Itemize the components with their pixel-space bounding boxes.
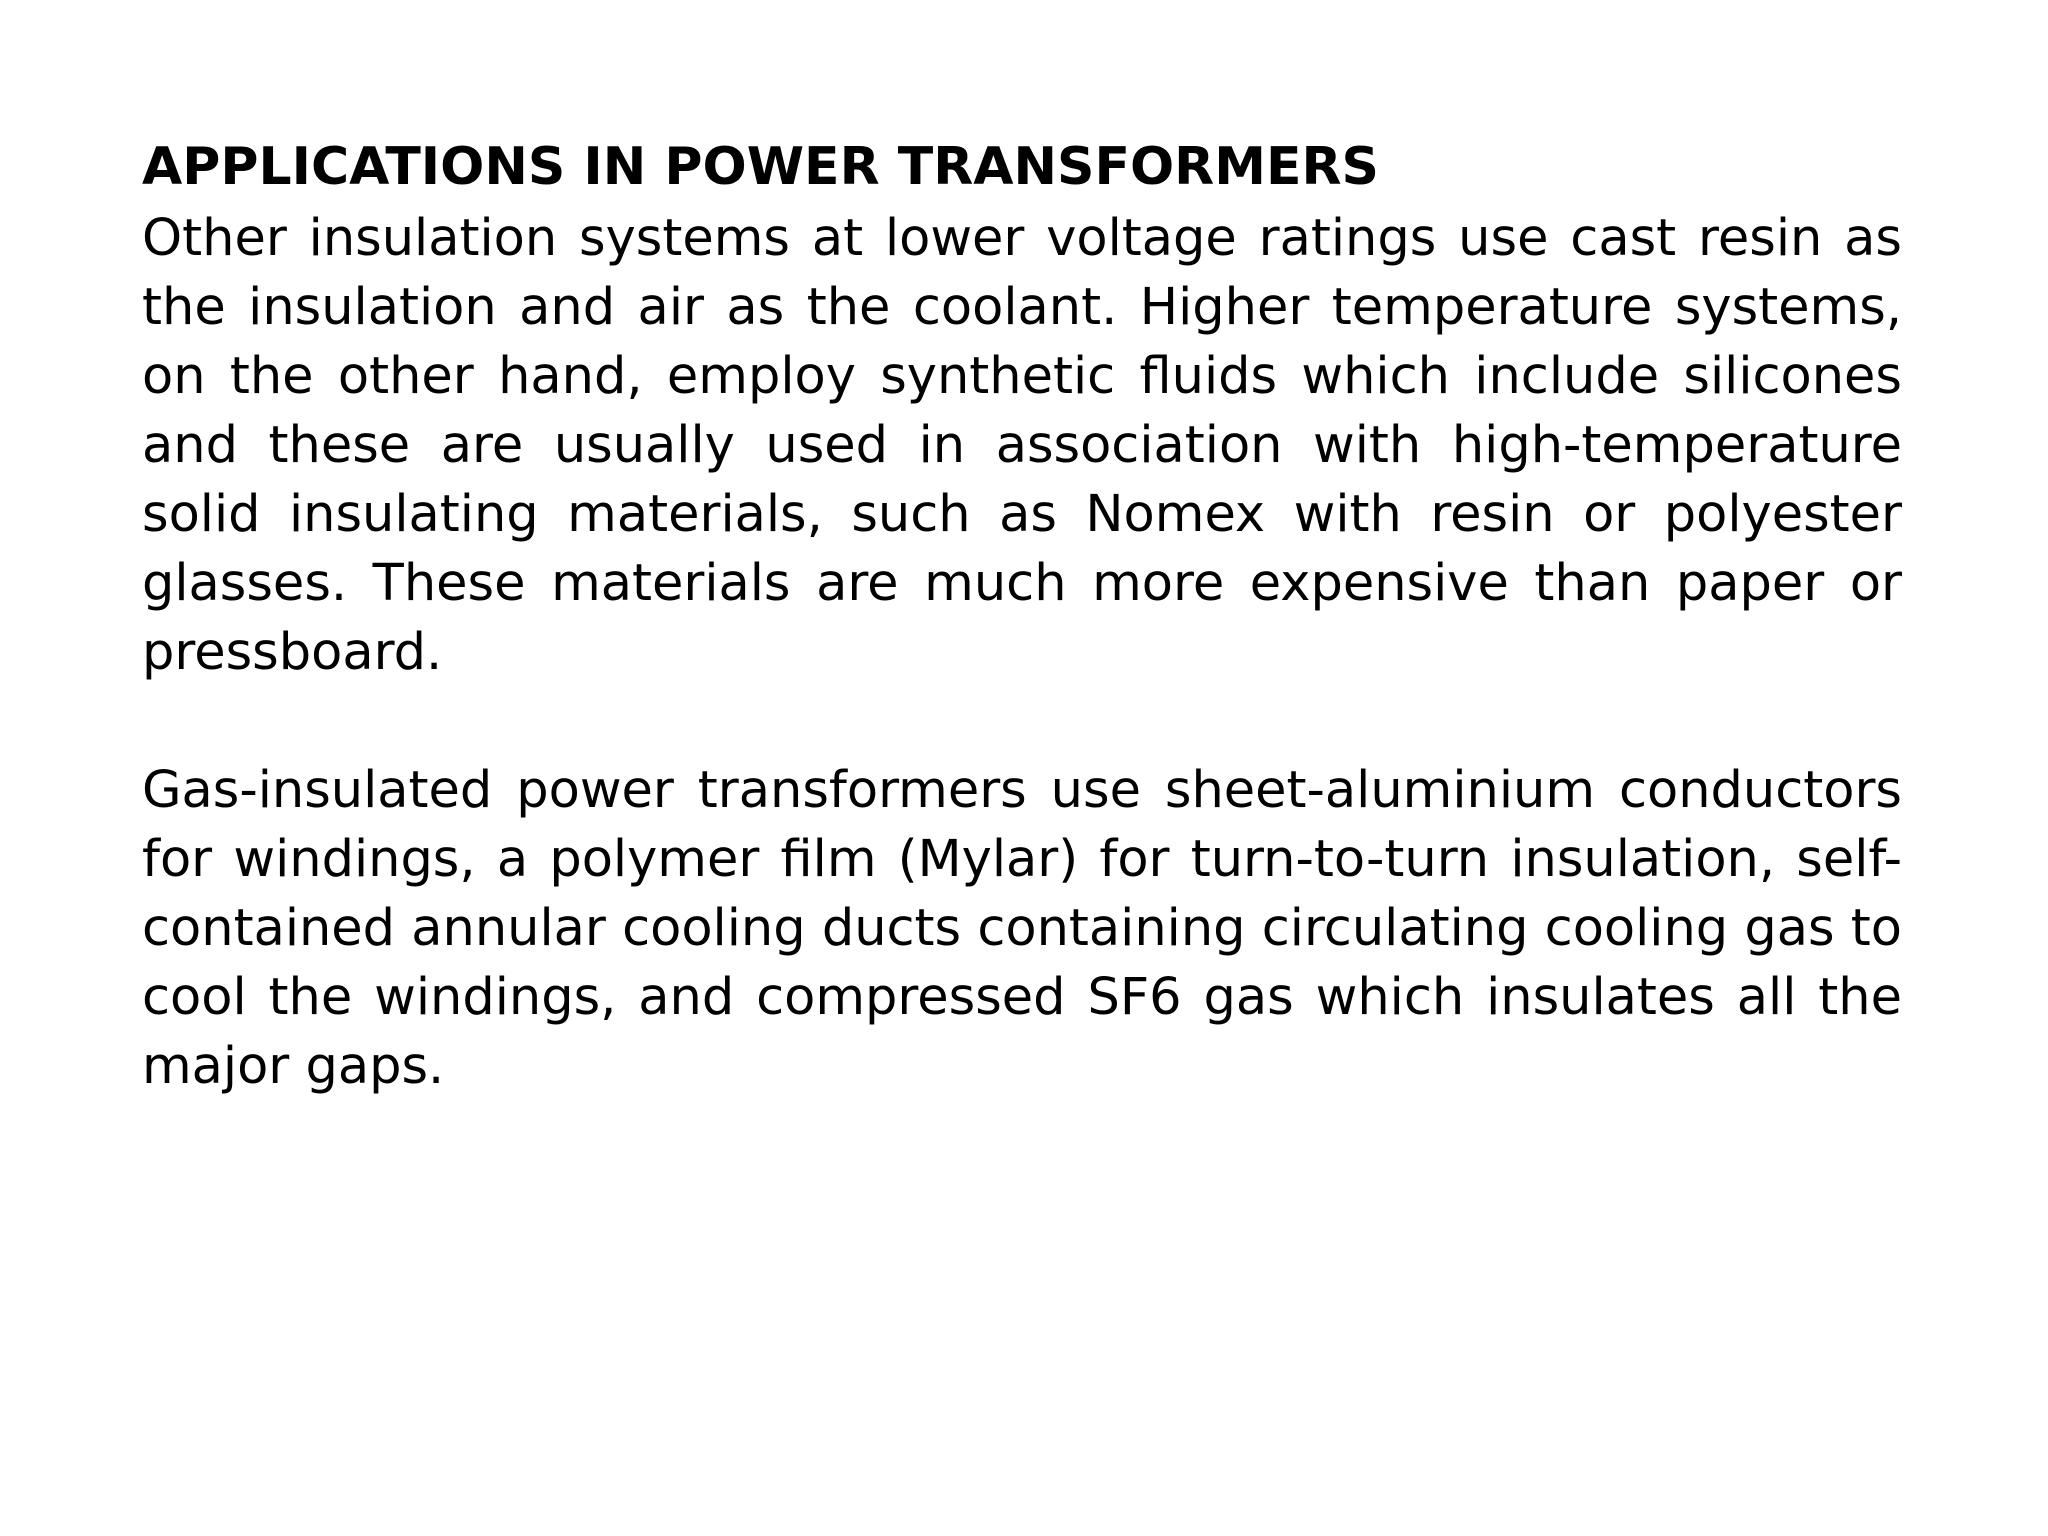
paragraph-cast-resin-and-synthetic-fluids: Other insulation systems at lower voltage ratings use cast resin as the insulation and air as the coolant. Higher temperature systems, on the other hand, employ synthetic fluids which include silicones and these are usually used in association with high-temperature solid insulating materials, such as Nomex with resin or polyester glasses. These materials are much more expensive than paper or pressboard.	[142, 209, 1902, 682]
paragraph-gas-insulated-transformers: Gas-insulated power transformers use sheet-aluminium conductors for windings, a polymer film (Mylar) for turn-to-turn insulation, self-contained annular cooling ducts containing circulating cooling gas to cool the windings, and compressed SF6 gas which insulates all the major gaps.	[142, 761, 1902, 1096]
slide-heading: APPLICATIONS IN POWER TRANSFORMERS	[142, 137, 1379, 197]
slide-content	[142, 130, 1902, 1101]
